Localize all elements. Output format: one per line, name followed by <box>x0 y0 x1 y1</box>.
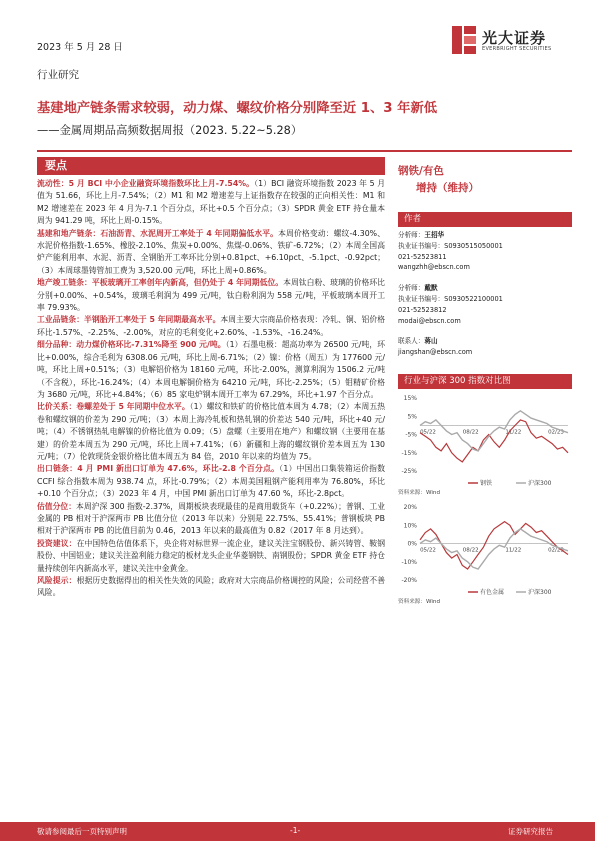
chart-svg <box>398 502 572 597</box>
key-point-paragraph <box>37 401 385 463</box>
legend-label: 钢铁 <box>480 479 493 487</box>
key-points-body <box>37 178 385 600</box>
contact-block <box>398 336 572 358</box>
analyst-name: 分析师：王招华 <box>398 231 445 239</box>
legend-label: 有色金属 <box>480 588 505 596</box>
logo-mark-icon <box>452 26 476 54</box>
sector-name: 钢铁/有色 <box>398 165 444 177</box>
y-tick-label: -20% <box>401 576 417 584</box>
logo-subtext: EVERBRIGHT SECURITIES <box>482 46 552 52</box>
key-point-paragraph <box>37 339 385 401</box>
contact-name: 联系人：蒋山 <box>398 337 438 346</box>
series-line <box>420 411 568 451</box>
company-logo <box>452 24 572 58</box>
report-title: 基建地产链条需求较弱，动力煤、螺纹价格分别降至近 1、3 年新低 <box>37 101 438 116</box>
key-point-paragraph <box>37 314 385 339</box>
key-point-paragraph <box>37 463 385 500</box>
y-tick-label: 10% <box>403 522 417 530</box>
key-point-heading: 基建和地产链条：石油沥青、水泥周开工率处于 4 年同期偏低水平。 <box>37 228 279 238</box>
logo-text: 光大证券 <box>482 29 547 47</box>
x-tick-label: 11/22 <box>505 547 522 554</box>
legend-label: 沪深300 <box>528 479 552 487</box>
key-point-paragraph <box>37 575 385 600</box>
footer-report-type: 证券研究报告 <box>508 827 553 836</box>
chart-source: 资料来源：Wind <box>398 489 441 496</box>
key-point-text: 在中国特色估值体系下，央企将对标世界一流企业，建议关注宝钢股份、新兴铸管、鞍钢股份、中国铝业；建议关注盈利能力稳定的板材龙头企业华菱钢铁、南钢股份；SPDR 黄金 ETF 持仓量持续创年内新高水平，建议关注中金黄金。 <box>37 538 385 573</box>
chart-header: 行业与沪深 300 指数对比图 <box>398 374 572 389</box>
key-point-text: 本周价格变动：螺纹-4.30%、水泥价格指数-1.65%、橡胶-2.10%、焦炭+0.00%、焦煤-0.06%、铁矿-6.72%；（2）本周全国高炉产能利用率、水泥、沥青、全钢胎开工率环比分别+0.81pct、+6.10pct、-5.1pct、-0.92pct；（3）本周球墨铸管加工费为 3,520.00 元/吨，环比上周+0.86%。 <box>37 228 385 275</box>
key-point-heading: 投资建议： <box>37 538 77 548</box>
contact-email: jiangshan@ebscn.com <box>398 348 473 357</box>
key-point-heading: 流动性：5 月 BCI 中小企业融资环境指数环比上月-7.54%。 <box>37 179 255 188</box>
key-point-text: 本周钛白粉、玻璃的价格环比分别+0.00%、+0.54%，玻璃毛利润为 499 元/吨，钛白粉利润为 558 元/吨，平板玻璃本周开工率 79.93%。 <box>37 278 385 313</box>
report-date: 2023 年 5 月 28 日 <box>37 42 123 53</box>
key-point-text: 根据历史数据得出的相关性失效的风险；政府对大宗商品价格调控的风险；公司经营不善风险。 <box>37 576 385 598</box>
y-tick-label: 5% <box>407 413 417 421</box>
chart-source: 资料来源：Wind <box>398 598 441 605</box>
key-point-heading: 地产竣工链条：平板玻璃开工率创年内新高，但仍处于 4 年同期低位。 <box>37 278 284 288</box>
report-subtitle: ——金属周期品高频数据周报（2023. 5.22~5.28） <box>37 124 303 137</box>
analyst-block-2 <box>398 283 572 326</box>
authors-header: 作者 <box>398 212 572 227</box>
legend-label: 沪深300 <box>528 588 552 596</box>
y-tick-label: 15% <box>403 394 417 402</box>
y-tick-label: -15% <box>401 449 417 457</box>
x-tick-label: 02/23 <box>548 429 564 436</box>
analyst-phone: 021-52523812 <box>398 305 447 314</box>
key-point-text: 本周主要大宗商品价格表现：冷轧、铜、铝价格环比-1.57%、-2.25%、-2.00%，对应的毛利变化+2.60%、-1.53%、-16.24%。 <box>37 315 385 337</box>
key-point-text: （1）中国出口集装箱运价指数 CCFI 综合指数本周为 938.74 点，环比-0.79%；（2）本周美国粗钢产能利用率为 76.80%，环比+0.10 个百分点；（3）2023 年 4 月，中国 PMI 新出口订单为 47.60 %，环比-2.8pct。 <box>37 464 385 499</box>
y-tick-label: -5% <box>405 431 417 439</box>
analyst-name: 分析师：戴默 <box>398 284 438 293</box>
x-tick-label: 08/22 <box>462 429 479 436</box>
x-tick-label: 05/22 <box>420 429 436 436</box>
title-divider <box>37 150 572 152</box>
sidebar <box>398 157 572 605</box>
key-point-paragraph <box>37 538 385 575</box>
page-number: -1- <box>290 826 301 835</box>
y-tick-label: 0% <box>407 540 417 548</box>
nonferrous-vs-csi300-chart <box>398 502 572 597</box>
key-point-heading: 工业品链条：半钢胎开工率处于 5 年同期最高水平。 <box>37 315 221 325</box>
analyst-phone: 021-52523811 <box>398 252 447 261</box>
key-points-section <box>37 157 385 600</box>
key-point-paragraph <box>37 178 385 228</box>
x-tick-label: 05/22 <box>420 547 436 554</box>
y-tick-label: -25% <box>401 467 417 475</box>
key-point-text: 本周沪深 300 指数-2.37%，周期板块表现最佳的是商用载货车（+0.22%）；普钢、工业金属的 PB 相对于沪深两市 PB 比值分位（2013 年以来）分别是 22.75%、55.41%；普钢板块 PB 相对于沪深两市 PB 的比值目前为 0.46，2013 年以来的最高值为 0.82（2017 年 8 月达到）。 <box>37 501 386 536</box>
x-tick-label: 11/22 <box>505 429 522 436</box>
key-point-text: （1）石墨电极：超高功率为 26500 元/吨，环比+0.00%，综合毛利为 6308.06 元/吨，环比上周-6.71%；（2）镍：价格（周五）为 177600 元/吨，环比上周+0.51%；（3）电解铝价格为 18160 元/吨，环比-2.00%，测算利润为 1506.2 元/吨（不含税），环比-16.24%；（4）本周电解铜价格为 64210 元/吨，环比-2.25%；（5）钼精矿价格为 3680 元/吨，环比+4.84%；（6）85 家电炉钢本周开工率为 67.29%，环比+1.97 个百分点。 <box>37 340 385 399</box>
section-header: 要点 <box>37 157 385 175</box>
analyst-cert: 执业证书编号：S0930515050001 <box>398 241 503 250</box>
y-tick-label: -10% <box>401 558 417 566</box>
key-point-text: （1）BCI 融资环境指数 2023 年 5 月值为 51.66，环比上月-7.54%；（2）M1 和 M2 增速差与上证指数存在较强的正向相关性：M1 和 M2 增速差在 2023 年 4 月为-7.1 个百分点，环比+0.5 个百分点；（3）SPDR 黄金 ETF 持仓量本周为 941.29 吨，环比上周-0.15%。 <box>37 179 386 226</box>
report-category: 行业研究 <box>37 69 79 81</box>
analyst-block-1 <box>398 230 572 273</box>
rating: 增持（维持） <box>416 182 479 194</box>
analyst-email: wangzhh@ebscn.com <box>398 263 470 272</box>
key-point-paragraph <box>37 228 385 278</box>
x-tick-label: 08/22 <box>462 547 479 554</box>
key-point-heading: 估值分位： <box>37 501 77 511</box>
key-point-heading: 比价关系：卷螺差处于 5 年同期中位水平。 <box>37 402 190 412</box>
y-tick-label: 20% <box>403 503 417 511</box>
key-point-paragraph <box>37 501 385 538</box>
x-tick-label: 02/23 <box>548 547 564 554</box>
key-point-paragraph <box>37 277 385 314</box>
steel-vs-csi300-chart <box>398 393 572 488</box>
key-point-heading: 细分品种：动力煤价格环比-7.31%降至 900 元/吨。 <box>37 340 226 350</box>
key-point-heading: 出口链条：4 月 PMI 新出口订单为 47.6%，环比-2.8 个百分点。 <box>37 464 280 474</box>
key-point-heading: 风险提示： <box>37 576 77 585</box>
footer-disclaimer: 敬请参阅最后一页特别声明 <box>37 827 127 836</box>
key-point-text: （1）螺纹和铁矿的价格比值本周为 4.78；（2）本周五热卷和螺纹钢的价差为 290 元/吨；（3）本周上海冷轧板和热轧钢的价差达 540 元/吨，环比+40 元/吨；（4）不锈钢热轧电解镍的价格比值为 0.09；（5）盘螺（主要用在地产）和螺纹钢（主要用在基建）的价差本周五为 290 元/吨，环比上周+7.41%；（6）新疆和上海的螺纹钢价差本周五为 130 元/吨；（7）伦敦现货金银价格比值本周五为 84 倍，2010 年以来的均值为 75。 <box>37 402 385 461</box>
analyst-email: modai@ebscn.com <box>398 316 461 325</box>
analyst-cert: 执业证书编号：S0930522100001 <box>398 294 503 303</box>
chart-svg <box>398 393 572 488</box>
